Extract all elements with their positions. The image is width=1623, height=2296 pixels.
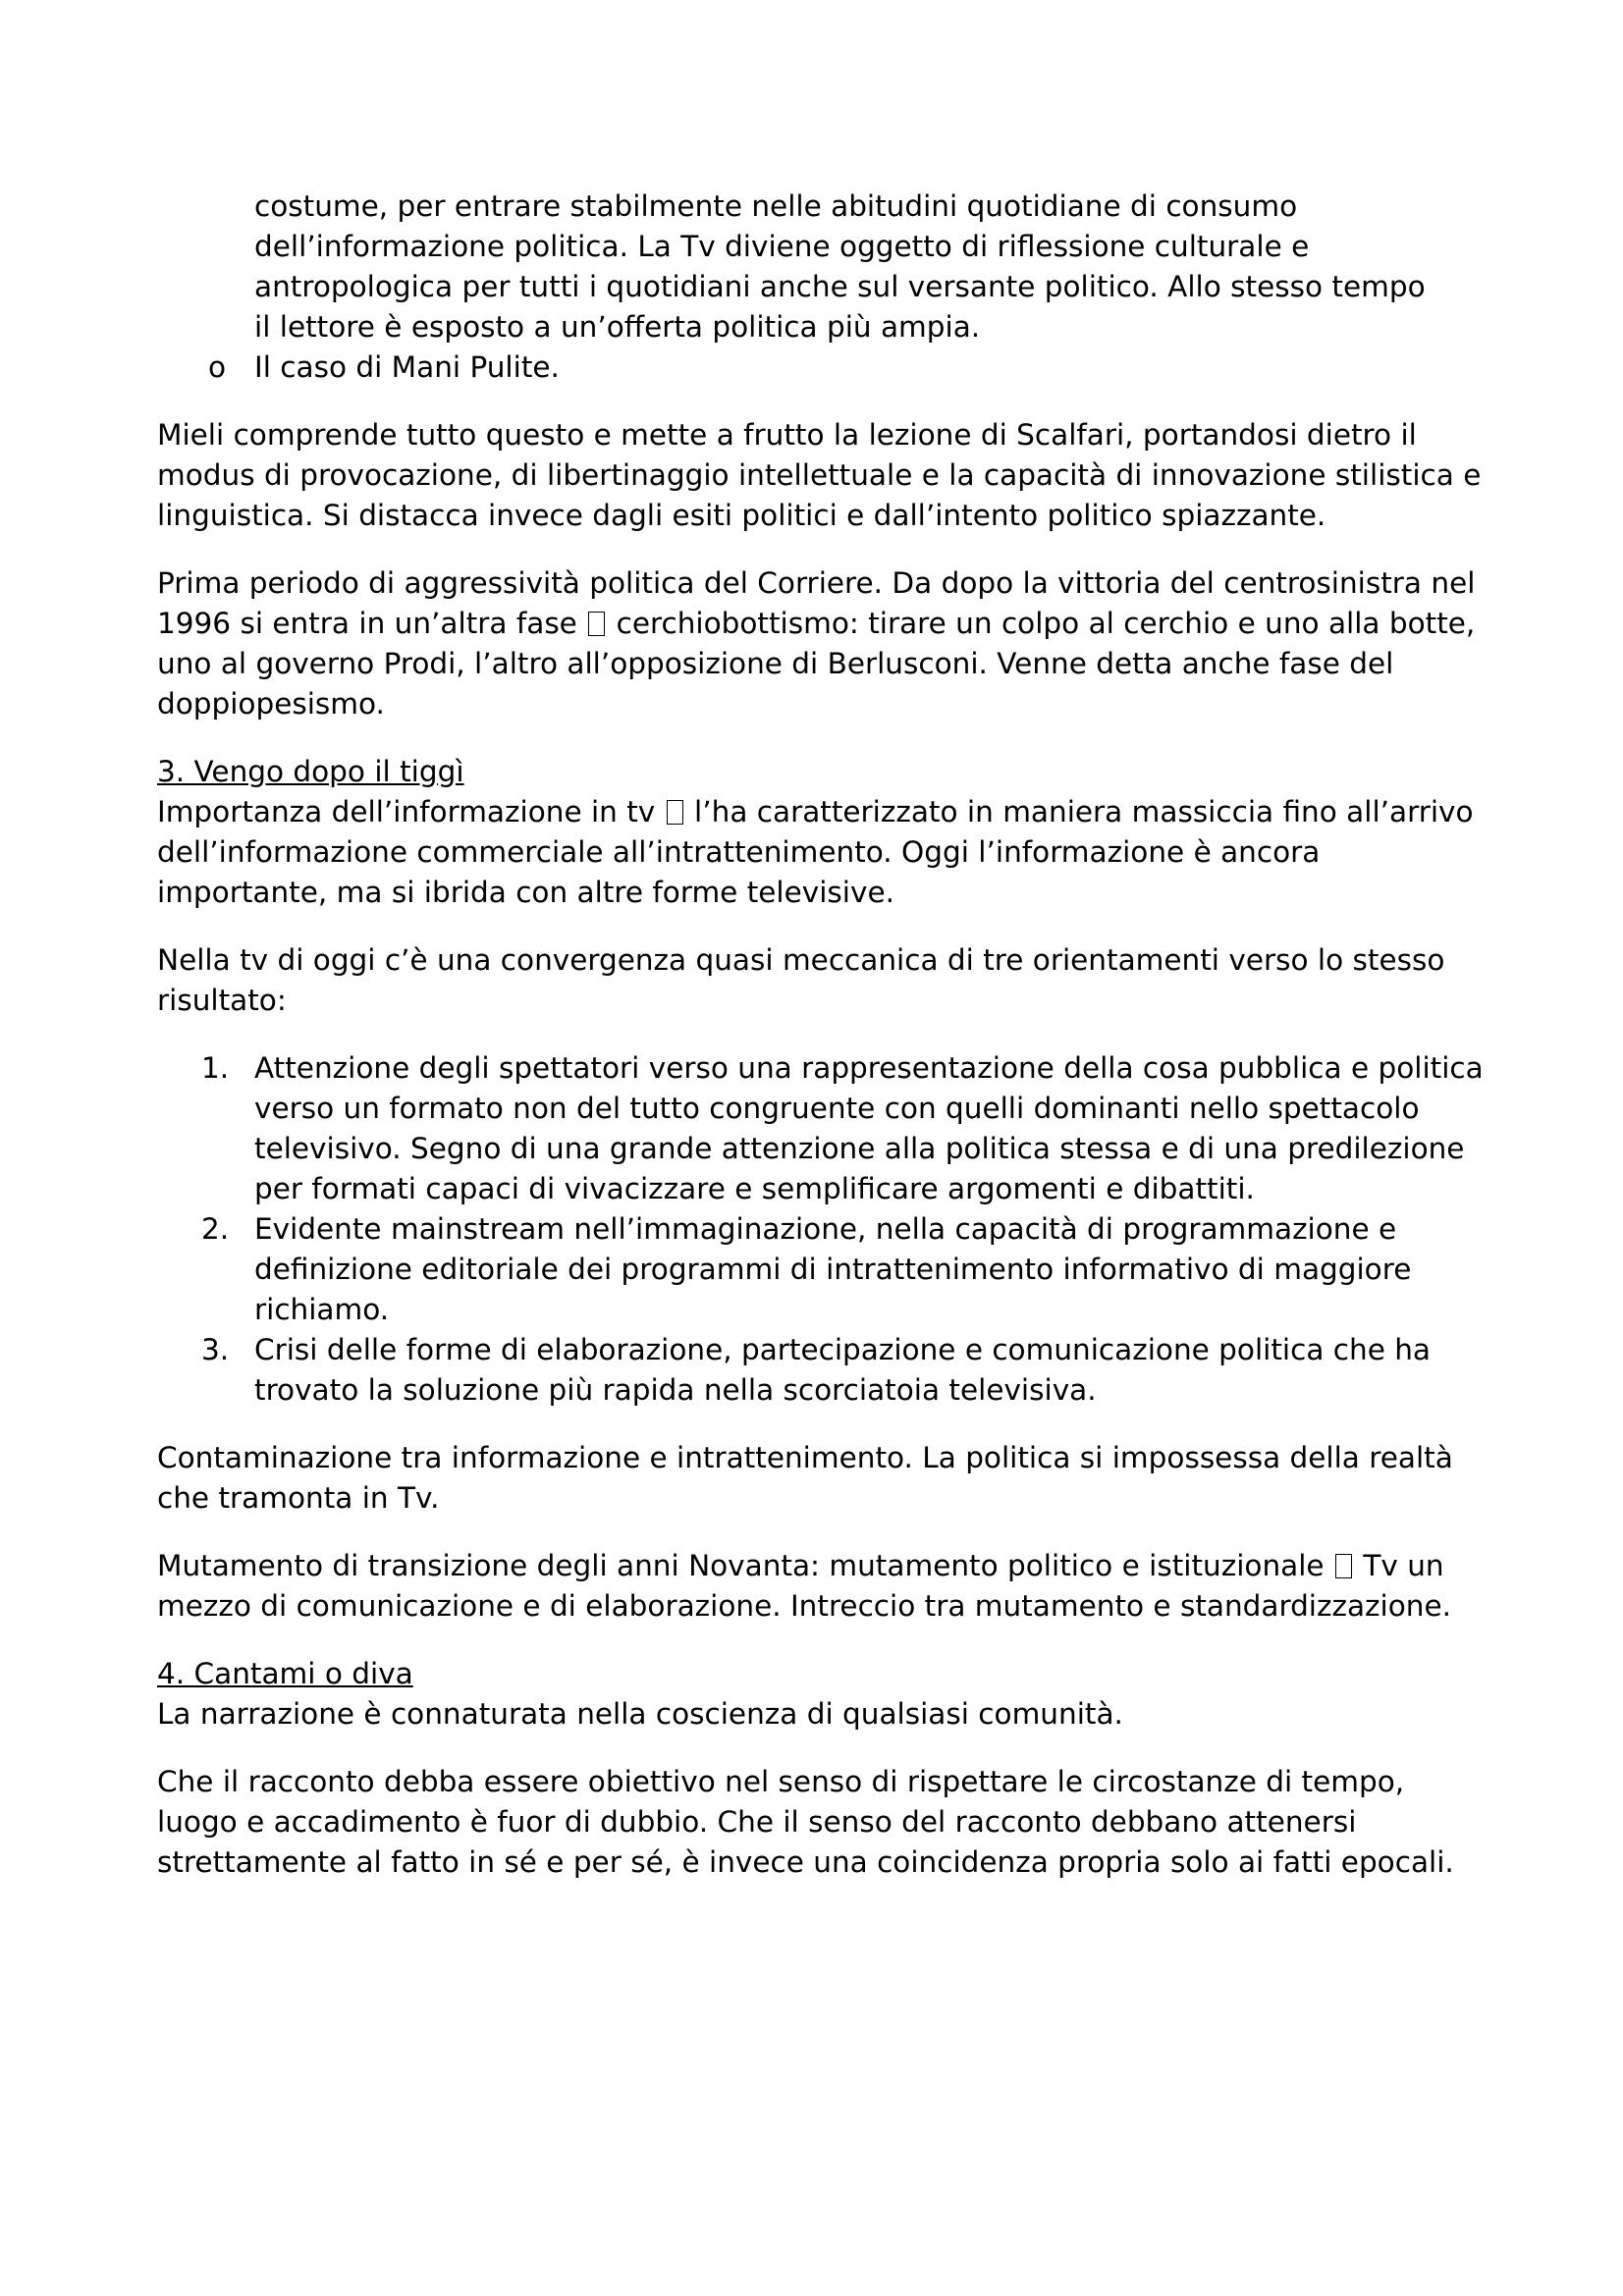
list-item <box>157 1209 1492 1330</box>
list-item <box>157 1048 1492 1209</box>
page-content <box>157 187 1492 1910</box>
text-line: dell’informazione politica. La Tv diviene oggetto di riflessione culturale e <box>254 230 1310 263</box>
arrow-placeholder-icon <box>667 800 683 825</box>
paragraph-aggressivita: Prima periodo di aggressività politica del Corriere. Da dopo la vittoria del centrosinistra nel 1996 si entra in un’altra fase cerchiobottismo: tirare un colpo al cerchio e uno alla botte, uno al governo Prodi, l’altro all’opposizione di Berlusconi. Venne detta anche fase del doppiopesismo. <box>157 566 1476 721</box>
paragraph-narrazione: La narrazione è connaturata nella coscienza di qualsiasi comunità. <box>157 1697 1123 1731</box>
text-line: antropologica per tutti i quotidiani anche sul versante politico. Allo stesso tempo <box>254 270 1426 303</box>
section-heading-3: 3. Vengo dopo il tiggì <box>157 755 464 788</box>
list-item <box>157 347 1492 388</box>
paragraph-racconto: Che il racconto debba essere obiettivo nel senso di rispettare le circostanze di tempo, luogo e accadimento è fuor di dubbio. Che il senso del racconto debbano attenersi strettamente al fatto in sé e per sé, è invece una coincidenza propria solo ai fatti epocali. <box>157 1765 1454 1879</box>
text-line: costume, per entrare stabilmente nelle abitudini quotidiane di consumo <box>254 189 1298 223</box>
sub-bullet-list <box>157 347 1492 388</box>
list-item-text: Il caso di Mani Pulite. <box>254 350 560 384</box>
numbered-list <box>157 1048 1492 1411</box>
arrow-placeholder-icon <box>588 612 605 636</box>
continued-bullet-text <box>157 187 1492 347</box>
paragraph-tv-oggi: Nella tv di oggi c’è una convergenza quasi meccanica di tre orientamenti verso lo stesso risultato: <box>157 943 1445 1017</box>
section-heading-4: 4. Cantami o diva <box>157 1657 413 1690</box>
arrow-placeholder-icon <box>1335 1554 1352 1578</box>
paragraph-mieli: Mieli comprende tutto questo e mette a frutto la lezione di Scalfari, portandosi dietro il modus di provocazione, di libertinaggio intellettuale e la capacità di innovazione stilistica e linguistica. Si distacca invece dagli esiti politici e dall’intento politico spiazzante. <box>157 418 1482 532</box>
list-item <box>157 1330 1492 1411</box>
text-line: il lettore è esposto a un’offerta politica più ampia. <box>254 310 981 344</box>
list-item-text: Evidente mainstream nell’immaginazione, nella capacità di programmazione e definizione editoriale dei programmi di intrattenimento informativo di maggiore richiamo. <box>254 1212 1412 1326</box>
paragraph-contaminazione: Contaminazione tra informazione e intrattenimento. La politica si impossessa della realtà che tramonta in Tv. <box>157 1441 1453 1515</box>
list-number: 2. <box>201 1212 230 1246</box>
list-number: 3. <box>201 1333 230 1366</box>
list-number: 1. <box>201 1051 230 1085</box>
bullet-marker: o <box>208 350 227 384</box>
paragraph-mutamento: Mutamento di transizione degli anni Novanta: mutamento politico e istituzionale Tv un mezzo di comunicazione e di elaborazione. Intreccio tra mutamento e standardizzazione. <box>157 1549 1452 1623</box>
list-item-text: Attenzione degli spettatori verso una rappresentazione della cosa pubblica e politica verso un formato non del tutto congruente con quelli dominanti nello spettacolo televisivo. Segno di una grande attenzione alla politica stessa e di una predilezione per formati capaci di vivacizzare e semplificare argomenti e dibattiti. <box>254 1051 1484 1205</box>
list-item-text: Crisi delle forme di elaborazione, partecipazione e comunicazione politica che ha trovato la soluzione più rapida nella scorciatoia televisiva. <box>254 1333 1432 1407</box>
paragraph-importanza: Importanza dell’informazione in tv l’ha caratterizzato in maniera massiccia fino all’arrivo dell’informazione commerciale all’intrattenimento. Oggi l’informazione è ancora importante, ma si ibrida con altre forme televisive. <box>157 795 1474 909</box>
